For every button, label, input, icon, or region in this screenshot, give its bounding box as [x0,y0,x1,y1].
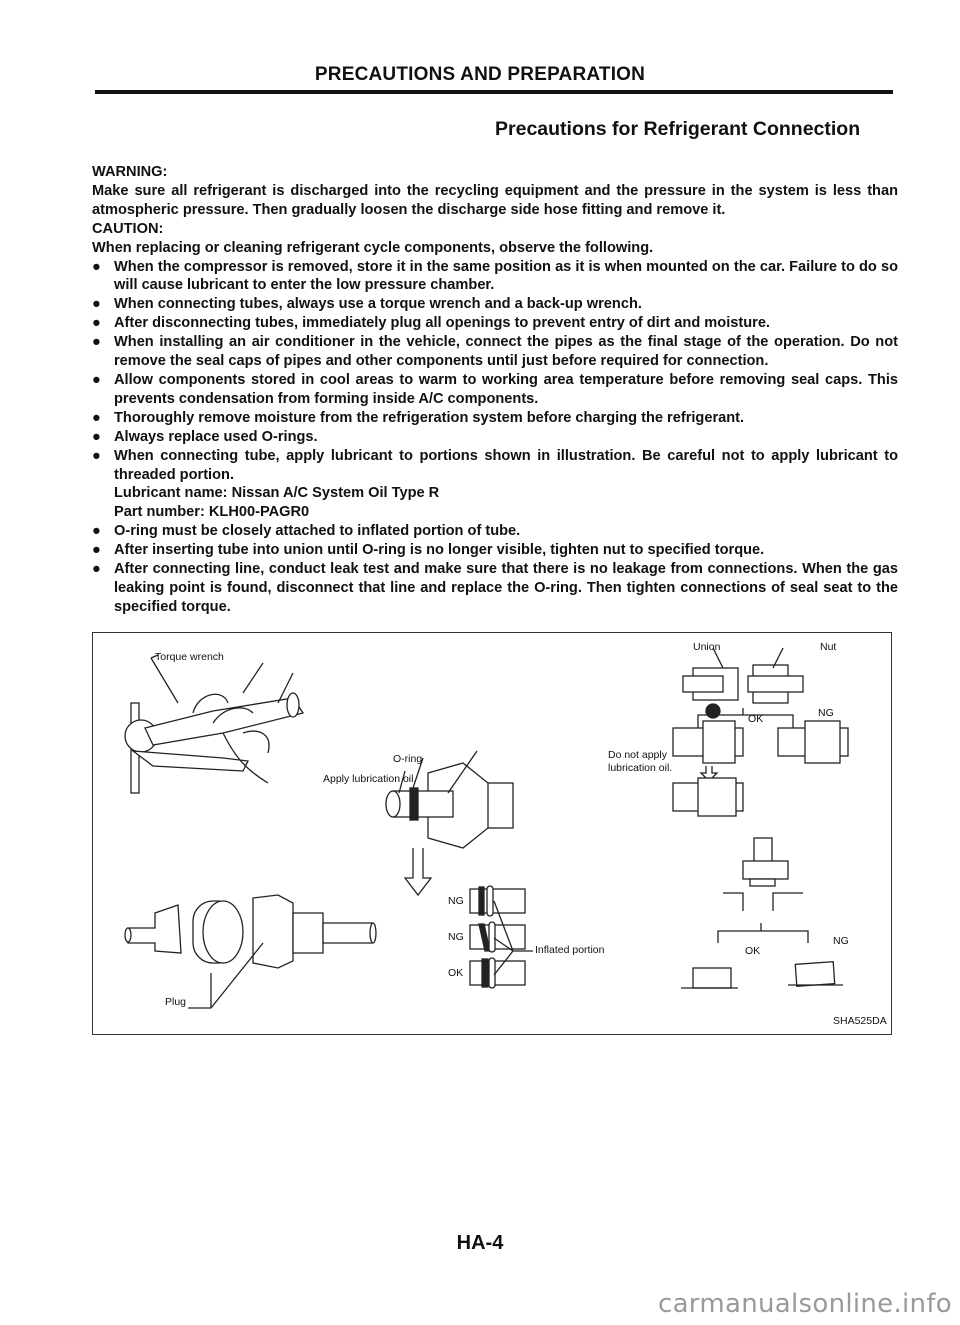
label-o-ring: O-ring [393,753,423,765]
union-nut-icon [673,648,848,816]
label-inflated-portion: Inflated portion [535,944,605,956]
label-ok: OK [448,967,464,979]
bullet-icon: ● [92,371,101,388]
label-ng: NG [818,707,834,719]
torque-wrench-icon [125,655,303,793]
caution-label: CAUTION: [92,220,164,237]
figure-code: SHA525DA [833,1015,887,1027]
list-item: ● After connecting line, conduct leak test and make sure that there is no leakage from connections. When the gas leaking point is found, disconnect that line and replace the O-ring. Then tighten connections of seal seat to the specified torque. [92,561,898,615]
bullet-icon: ● [92,315,101,332]
bullet-icon: ● [92,296,101,313]
list-item: ● Allow components stored in cool areas to warm to working area temperature before removing seal caps. This prevents condensation from forming inside A/C components. [92,371,898,407]
bullet-icon: ● [92,409,101,426]
label-ng: NG [833,935,849,947]
list-item: ● Thoroughly remove moisture from the refrigeration system before charging the refrigerant. [92,409,745,426]
illustration-figure [92,632,892,1035]
bullet-icon: ● [92,428,101,445]
page-header-title: PRECAUTIONS AND PREPARATION [314,64,646,85]
list-item: ● When installing an air conditioner in the vehicle, connect the pipes as the final stage of the operation. Do not remove the seal caps of pipes and other components until just before required for connection. [92,334,898,370]
section-title: Precautions for Refrigerant Connection [495,118,861,140]
label-do-not-apply: Do not apply [608,749,667,761]
plug-icon [125,895,376,1008]
list-item: ● After disconnecting tubes, immediately plug all openings to prevent entry of dirt and moisture. [92,315,770,332]
part-number: Part number: KLH00-PAGR0 [114,504,310,521]
caution-list [92,258,898,617]
illustration-drawing [93,633,893,1036]
lubricant-name: Lubricant name: Nissan A/C System Oil Type R [114,485,440,502]
label-torque-wrench: Torque wrench [155,651,224,663]
label-apply-oil: Apply lubrication oil. [323,773,417,785]
warning-label: WARNING: [92,164,168,180]
bullet-icon: ● [92,258,101,275]
bullet-icon: ● [92,542,101,559]
list-item: ● After inserting tube into union until O-ring is no longer visible, tighten nut to specified torque. [92,542,765,559]
bullet-icon: ● [92,523,101,540]
list-item: ● When connecting tubes, always use a torque wrench and a back-up wrench. [92,296,642,313]
caution-intro: When replacing or cleaning refrigerant cycle components, observe the following. [92,239,654,256]
label-plug: Plug [165,996,187,1008]
list-item: ● When the compressor is removed, store it in the same position as it is when mounted on the car. Failure to do so will cause lubricant to enter the low pressure chamber. [92,258,898,294]
header-rule [95,90,893,94]
o-ring-check-icon [470,886,533,988]
list-item: ● When connecting tube, apply lubricant to portions shown in illustration. Be careful not to apply lubricant to threaded portion. Lubricant name: Nissan A/C System Oil Type R Part number: KLH00-PAGR0 [92,447,898,521]
bullet-icon: ● [92,334,101,351]
watermark: carmanualsonline.info [657,1289,952,1319]
label-do-not-apply-2: lubrication oil. [608,762,673,774]
label-nut: Nut [820,641,837,653]
page-number: HA-4 [456,1232,504,1254]
label-ok: OK [748,713,764,725]
label-ng: NG [448,931,464,943]
document-body [92,163,898,617]
label-union: Union [693,641,721,653]
warning-text: Make sure all refrigerant is discharged into the recycling equipment and the pressure in the system is less than atmospheric pressure. Then gradually loosen the discharge side hose fitting and remove it. [92,182,898,218]
list-item: ● O-ring must be closely attached to inflated portion of tube. [92,523,521,540]
label-ng: NG [448,895,464,907]
bullet-icon: ● [92,447,101,464]
label-ok: OK [745,945,761,957]
seal-seat-icon [681,838,843,988]
list-item: ● Always replace used O-rings. [92,428,318,445]
bullet-icon: ● [92,561,101,578]
